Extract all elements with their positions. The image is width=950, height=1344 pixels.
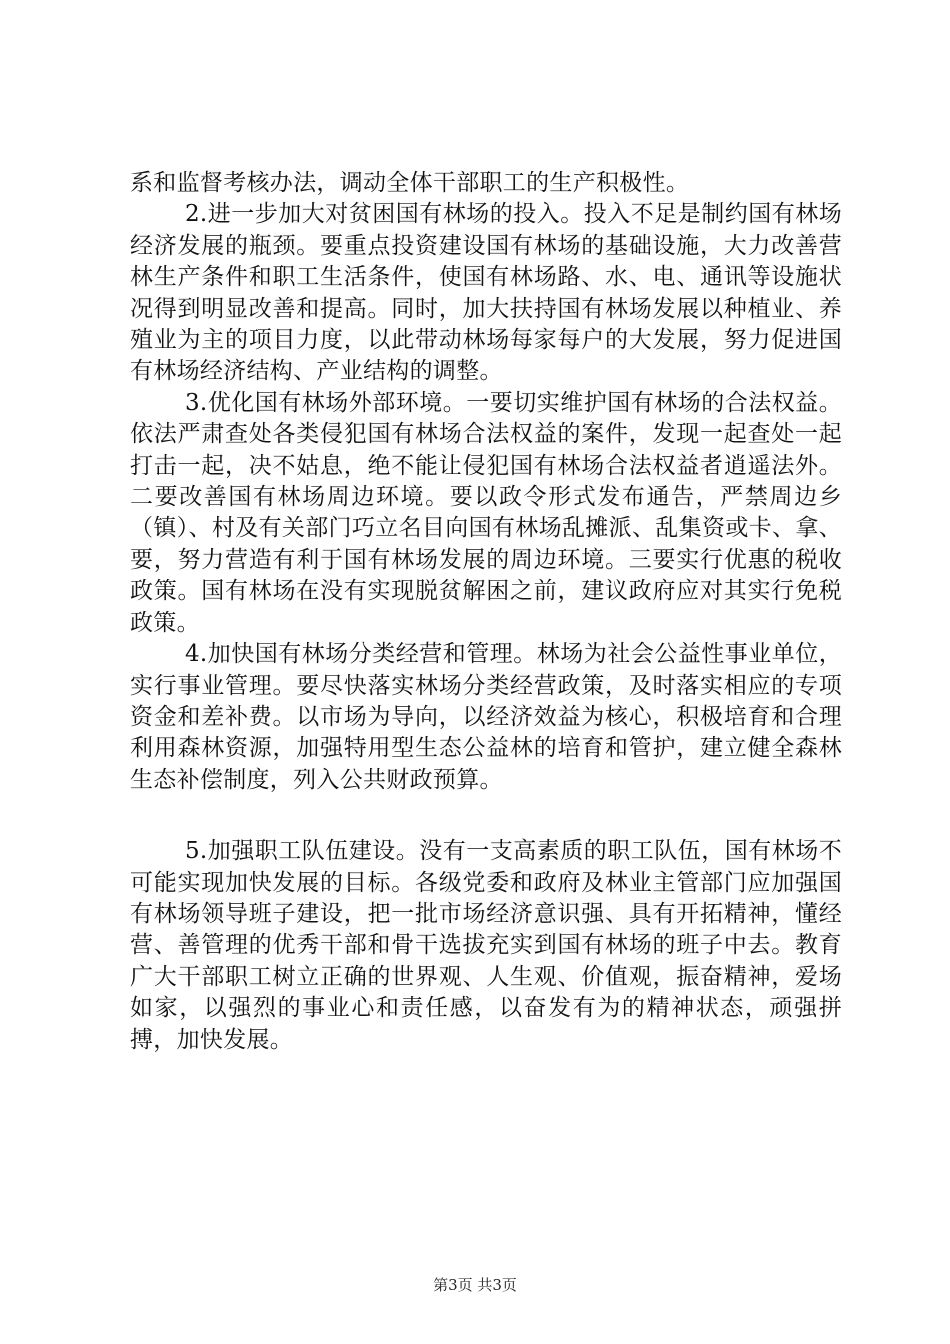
paragraph-continuation: 系和监督考核办法，调动全体干部职工的生产积极性。 xyxy=(130,170,690,196)
paragraph-item-4: 4.加快国有林场分类经营和管理。林场为社会公益性事业单位，实行事业管理。要尽快落实林场分类经营政策，及时落实相应的专项资金和差补费。以市场为导向，以经济效益为核心，积极培育和合理利用森林资源，加强特用型生态公益林的培育和管护，建立健全森林生态补偿制度，列入公共财政预算。 xyxy=(130,641,842,793)
page-number-footer: 第3页 共3页 xyxy=(433,1276,517,1294)
paragraph-item-5: 5.加强职工队伍建设。没有一支高素质的职工队伍，国有林场不可能实现加快发展的目标。各级党委和政府及林业主管部门应加强国有林场领导班子建设，把一批市场经济意识强、具有开拓精神，懂经营、善管理的优秀干部和骨干选拔充实到国有林场的班子中去。教育广大干部职工树立正确的世界观、人生观、价值观，振奋精神，爱场如家，以强烈的事业心和责任感，以奋发有为的精神状态，顽强拼搏，加快发展。 xyxy=(130,838,842,1053)
paragraph-item-2: 2.进一步加大对贫困国有林场的投入。投入不足是制约国有林场经济发展的瓶颈。要重点投资建设国有林场的基础设施，大力改善营林生产条件和职工生活条件，使国有林场路、水、电、通讯等设施状况得到明显改善和提高。同时，加大扶持国有林场发展以种植业、养殖业为主的项目力度，以此带动林场每家每户的大发展，努力促进国有林场经济结构、产业结构的调整。 xyxy=(130,201,842,385)
document-body xyxy=(130,168,842,1056)
paragraph-item-3: 3.优化国有林场外部环境。一要切实维护国有林场的合法权益。依法严肃查处各类侵犯国有林场合法权益的案件，发现一起查处一起打击一起，决不姑息，绝不能让侵犯国有林场合法权益者逍遥法外。二要改善国有林场周边环境。要以政令形式发布通告，严禁周边乡（镇）、村及有关部门巧立名目向国有林场乱摊派、乱集资或卡、拿、要，努力营造有利于国有林场发展的周边环境。三要实行优惠的税收政策。国有林场在没有实现脱贫解困之前，建议政府应对其实行免税政策。 xyxy=(130,389,842,636)
